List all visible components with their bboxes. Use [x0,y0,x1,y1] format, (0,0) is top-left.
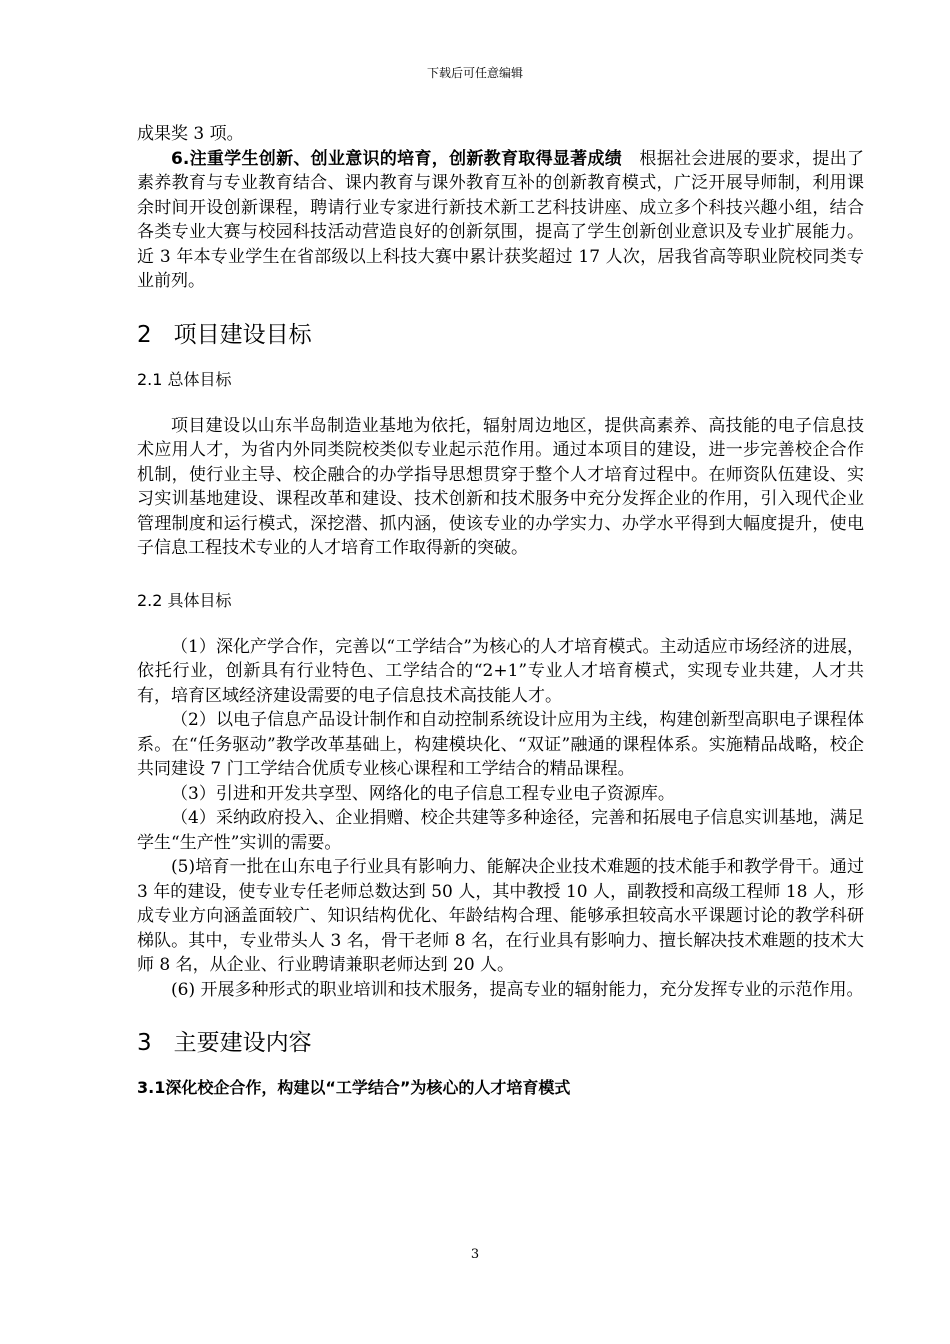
document-body [137,122,864,1100]
subsection-2-1-number: 2.1 [137,369,163,389]
section-3-heading [137,1028,864,1058]
paragraph-continued: 成果奖 3 项。 [137,124,244,144]
overall-goal-paragraph: 项目建设以山东半岛制造业基地为依托，辐射周边地区，提供高素养、高技能的电子信息技术应用人才，为省内外同类院校类似专业起示范作用。通过本项目的建设，进一步完善校企合作机制，使行业主导、校企融合的办学指导思想贯穿于整个人才培育过程中。在师资队伍建设、实习实训基地建设、课程改革和建设、技术创新和技术服务中充分发挥企业的作用，引入现代企业管理制度和运行模式，深挖潜、抓内涵，使该专业的办学实力、办学水平得到大幅度提升，使电子信息工程技术专业的人才培育工作取得新的突破。 [137,415,864,558]
item-6-text: 根据社会进展的要求，提出了素养教育与专业教育结合、课内教育与课外教育互补的创新教育模式，广泛开展导师制，利用课余时间开设创新课程，聘请行业专家进行新技术新工艺科技讲座、成立多个科技兴趣小组，结合各类专业大赛与校园科技活动营造良好的创新氛围，提高了学生创新创业意识及专业扩展能力。近 3 年本专业学生在省部级以上科技大赛中累计获奖超过 17 人次，居我省高等职业院校同类专业前列。 [137,148,864,291]
section-3-title: 主要建设内容 [173,1030,312,1056]
section-2-title: 项目建设目标 [173,321,312,348]
section-3-number: 3 [137,1030,152,1056]
goal-item-2: （2）以电子信息产品设计制作和自动控制系统设计应用为主线，构建创新型高职电子课程体系。在“任务驱动”教学改革基础上，构建模块化、“双证”融通的课程体系。实施精品战略，校企共同建设 7 门工学结合优质专业核心课程和工学结合的精品课程。 [137,710,864,779]
subsection-2-1-title: 总体目标 [167,369,232,389]
item-6-heading: 6.注重学生创新、创业意识的培育，创新教育取得显著成绩 [171,148,623,169]
subsection-2-2-number: 2.2 [137,590,163,610]
subsection-3-1-title: 深化校企合作，构建以“工学结合”为核心的人才培育模式 [165,1078,571,1097]
subsection-2-1-heading [137,368,864,392]
goal-item-3: （3）引进和开发共享型、网络化的电子信息工程专业电子资源库。 [171,783,675,804]
section-2-number: 2 [137,321,152,348]
goal-item-5: (5)培育一批在山东电子行业具有影响力、能解决企业技术难题的技术能手和教学骨干。通过 3 年的建设，使专业专任老师总数达到 50 人，其中教授 10 人，副教授和高级工程师 18 人，形成专业方向涵盖面较广、知识结构优化、年龄结构合理、能够承担较高水平课题讨论的教学科研梯队。其中，专业带头人 3 名，骨干老师 8 名，在行业具有影响力、擅长解决技术难题的技术大师 8 名，从企业、行业聘请兼职老师达到 20 人。 [137,857,864,975]
subsection-2-2-title: 具体目标 [167,590,232,610]
subsection-3-1-heading [137,1076,864,1100]
paragraph-item-6 [137,147,864,294]
section-2-heading [137,320,864,350]
goal-item-1: （1）深化产学合作，完善以“工学结合”为核心的人才培育模式。主动适应市场经济的进展，依托行业，创新具有行业特色、工学结合的“2+1”专业人才培育模式，实现专业共建，人才共有，培育区域经济建设需要的电子信息技术高技能人才。 [137,636,864,706]
goal-item-4: （4）采纳政府投入、企业捐赠、校企共建等多种途径，完善和拓展电子信息实训基地，满足学生“生产性”实训的需要。 [137,808,864,853]
subsection-2-2-heading [137,589,864,613]
subsection-3-1-number: 3.1 [137,1078,166,1097]
goal-item-6: (6) 开展多种形式的职业培训和技术服务，提高专业的辐射能力，充分发挥专业的示范作用。 [171,979,864,1000]
page-number: 3 [470,1247,480,1262]
page-header: 下载后可任意编辑 [426,66,523,80]
